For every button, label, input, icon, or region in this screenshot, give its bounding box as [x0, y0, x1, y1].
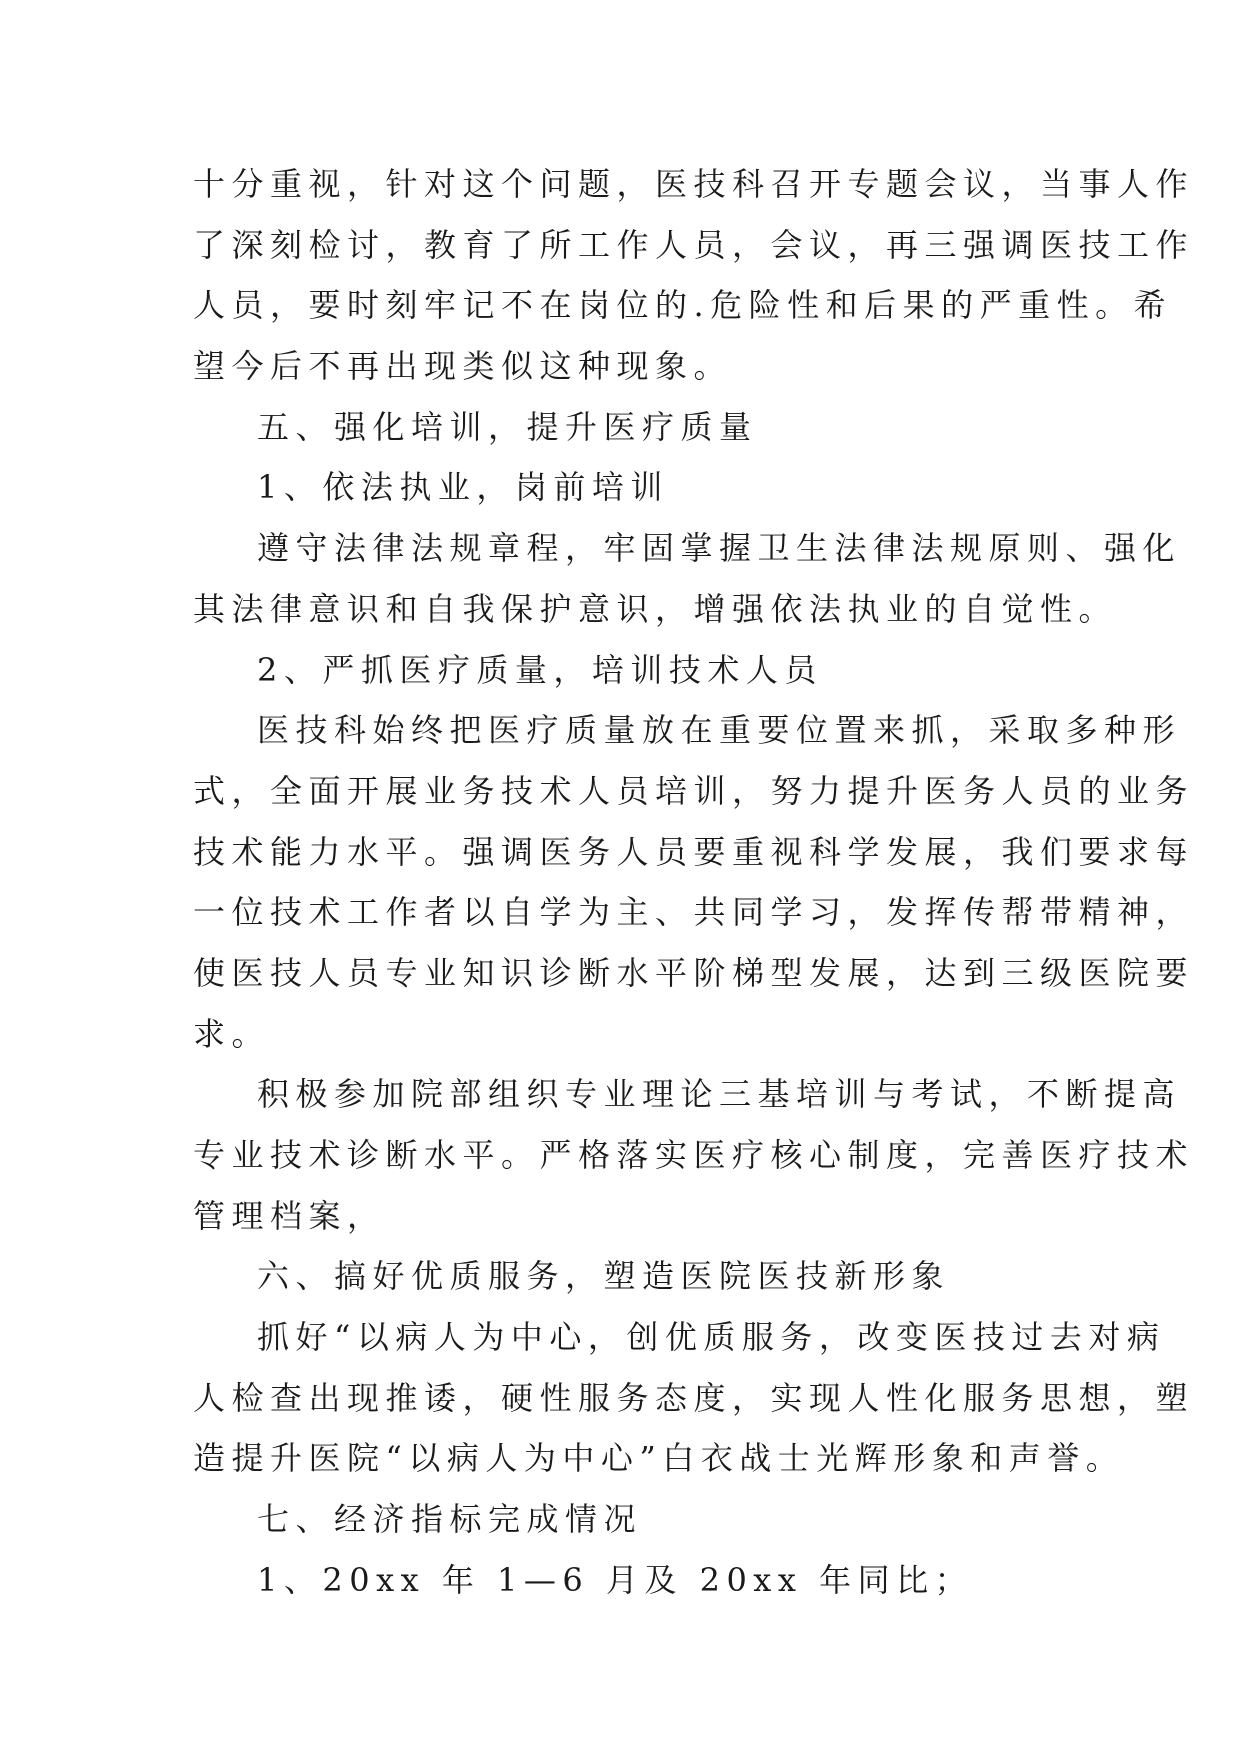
- paragraph-line: 遵守法律法规章程，牢固掌握卫生法律法规原则、强化: [257, 529, 1182, 568]
- paragraph-line: 人员，要时刻牢记不在岗位的.危险性和后果的严重性。希: [193, 286, 1173, 325]
- paragraph-line: 使医技人员专业知识诊断水平阶梯型发展，达到三级医院要: [193, 953, 1195, 992]
- subsection-heading: 1、依法执业，岗前培训: [257, 468, 669, 507]
- paragraph-line: 管理档案，: [193, 1196, 386, 1235]
- paragraph-line: 造提升医院“以病人为中心”白衣战士光辉形象和声誉。: [193, 1439, 1125, 1478]
- paragraph-line: 十分重视，针对这个问题，医技科召开专题会议，当事人作: [193, 165, 1195, 203]
- paragraph-line: 一位技术工作者以自学为主、共同学习，发挥传帮带精神，: [193, 893, 1195, 932]
- paragraph-line: 技术能力水平。强调医务人员要重视科学发展，我们要求每: [193, 832, 1195, 871]
- document-body: [193, 154, 1195, 1611]
- paragraph-line: 积极参加院部组织专业理论三基培训与考试，不断提高: [257, 1075, 1182, 1114]
- paragraph-line: 望今后不再出现类似这种现象。: [193, 347, 733, 386]
- paragraph-line: 医技科始终把医疗质量放在重要位置来抓，采取多种形: [257, 711, 1182, 750]
- paragraph-line: 式，全面开展业务技术人员培训，努力提升医务人员的业务: [193, 771, 1195, 810]
- section-heading: 七、经济指标完成情况: [257, 1500, 643, 1539]
- paragraph-line: 人检查出现推诿，硬性服务态度，实现人性化服务思想，塑: [193, 1378, 1195, 1417]
- paragraph-line: 了深刻检讨，教育了所工作人员，会议，再三强调医技工作: [193, 225, 1195, 264]
- subsection-heading: 2、严抓医疗质量，培训技术人员: [257, 650, 823, 689]
- paragraph-line: 其法律意识和自我保护意识，增强依法执业的自觉性。: [193, 589, 1118, 628]
- section-heading: 五、强化培训，提升医疗质量: [257, 407, 758, 446]
- subsection-heading: 1、20xx 年 1—6 月及 20xx 年同比；: [257, 1560, 974, 1599]
- paragraph-line: 专业技术诊断水平。严格落实医疗核心制度，完善医疗技术: [193, 1136, 1195, 1174]
- paragraph-line: 求。: [193, 1014, 271, 1053]
- section-heading: 六、搞好优质服务，塑造医院医技新形象: [257, 1257, 951, 1296]
- paragraph-line: 抓好“以病人为中心，创优质服务，改变医技过去对病: [257, 1318, 1166, 1357]
